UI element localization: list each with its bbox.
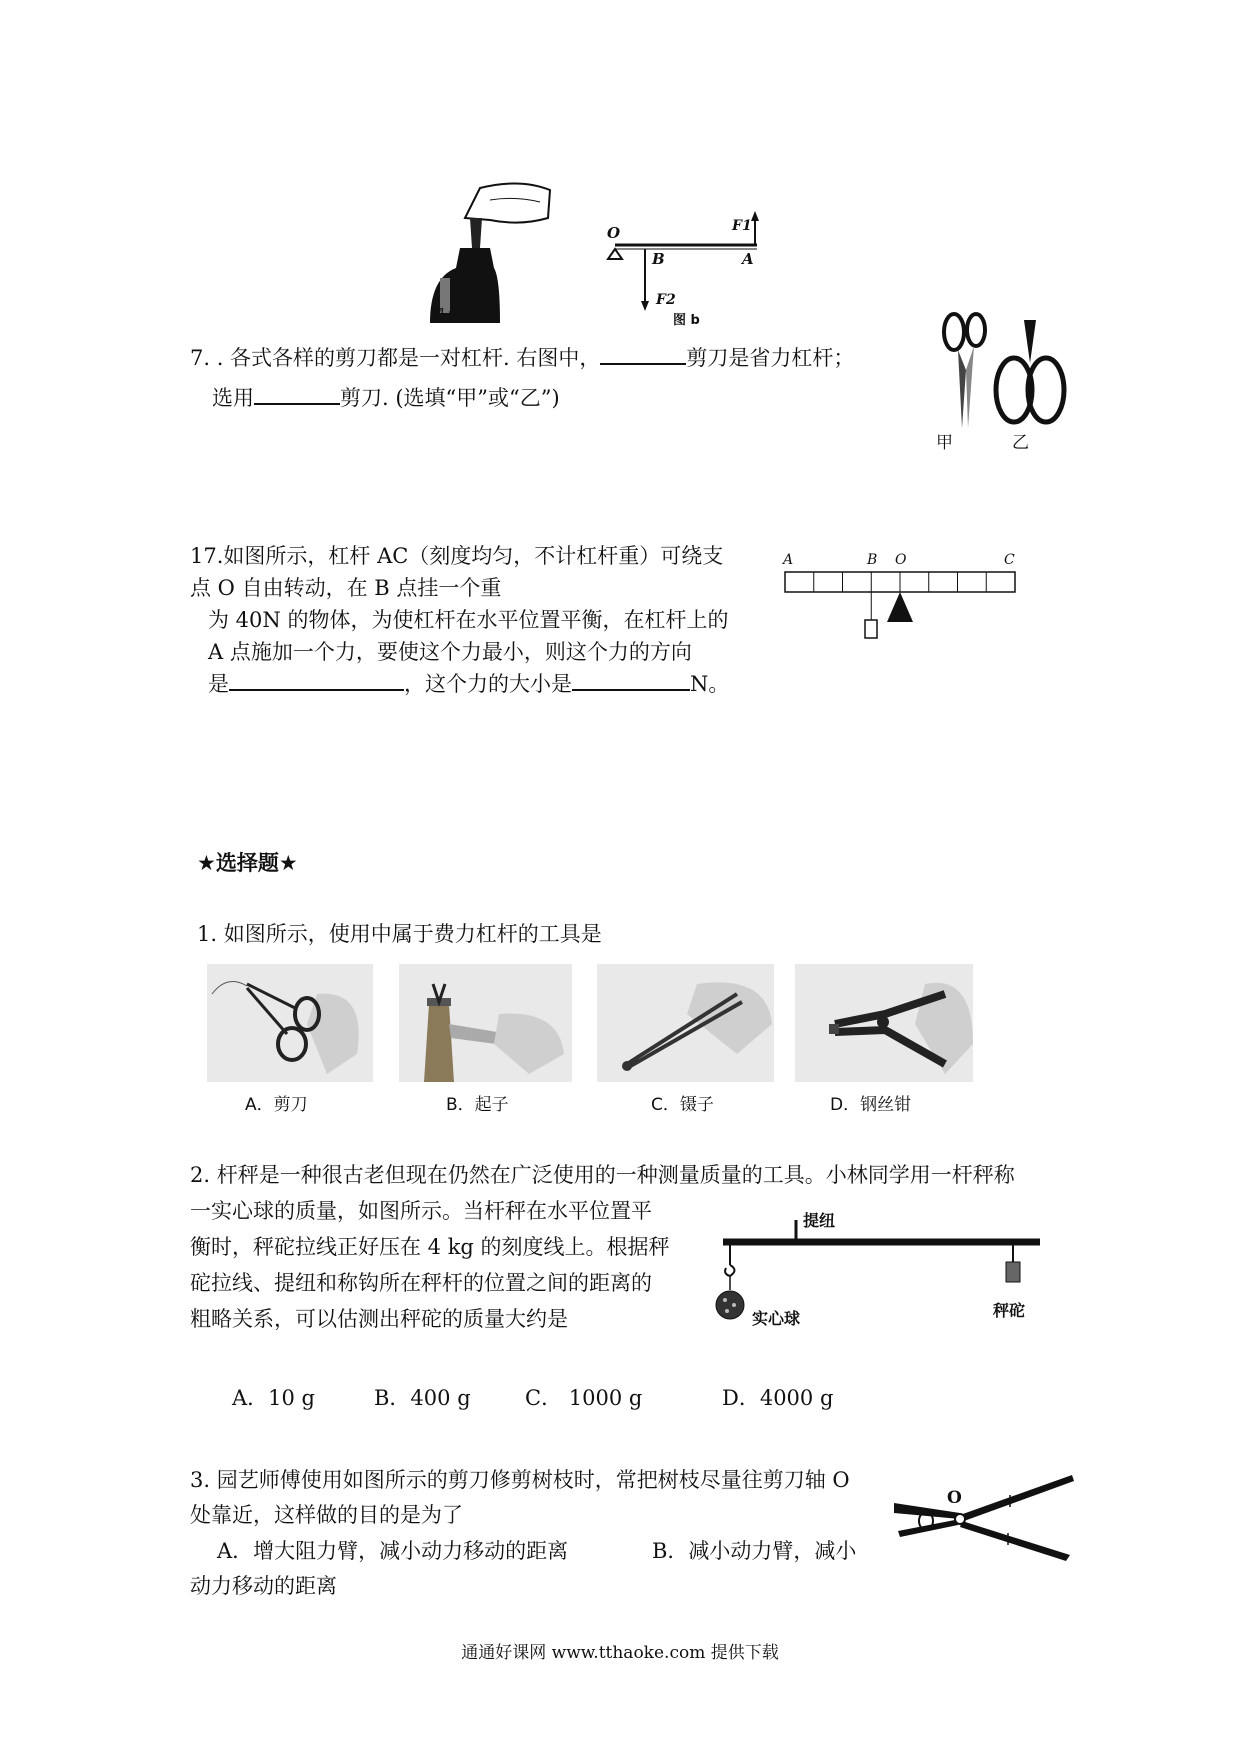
mc2-line2: 一实心球的质量，如图所示。当杆秤在水平位置平 [190, 1199, 652, 1223]
label-O: O [607, 224, 621, 242]
mc3-option-a[interactable]: A．增大阻力臂，减小动力移动的距离 [217, 1539, 569, 1563]
q17-line1: 17.如图所示，杠杆 AC（刻度均匀，不计杠杆重）可绕支 [190, 544, 724, 568]
mc2-line5: 粗略关系，可以估测出秤砣的质量大约是 [190, 1307, 568, 1331]
pruning-shears-figure [890, 1465, 1080, 1565]
q17-blank-direction[interactable] [229, 667, 404, 691]
label-A: A [742, 250, 754, 268]
scissors-yi-image [990, 318, 1070, 428]
q7-line1 [190, 340, 854, 376]
q17-text-b: ，这个力的大小是 [404, 672, 572, 696]
q17-label-B: B [867, 552, 878, 568]
mc2-option-d[interactable]: D．4000 g [722, 1386, 834, 1410]
q7-blank-1[interactable] [600, 341, 686, 365]
q17-lever-figure [780, 560, 1020, 660]
mc2-line3: 衡时，秤砣拉线正好压在 4 kg 的刻度线上。根据秤 [190, 1235, 670, 1259]
shears-label-o: O [947, 1488, 962, 1508]
q17-label-A: A [783, 552, 794, 568]
q17-label-C: C [1004, 552, 1015, 568]
q7-text-d: 剪刀. (选填“甲”或“乙”) [340, 386, 560, 410]
mc3-line1: 3. 园艺师傅使用如图所示的剪刀修剪树枝时，常把树枝尽量往剪刀轴 O [190, 1468, 850, 1492]
mc1-option-a[interactable]: A．剪刀 [245, 1095, 308, 1115]
q17-line3: 为 40N 的物体，为使杠杆在水平位置平衡，在杠杆上的 [208, 608, 729, 632]
mc3-line2: 处靠近，这样做的目的是为了 [190, 1503, 463, 1527]
figure-b-label: 图 b [673, 313, 700, 328]
q17-text-c: N。 [690, 672, 730, 696]
label-yi: 乙 [1012, 433, 1029, 453]
q17-text-a: 是 [208, 672, 229, 696]
mc3-line4: 动力移动的距离 [190, 1574, 337, 1598]
figure-a-label: 图 a [432, 307, 457, 321]
mc1-option-d[interactable]: D．钢丝钳 [830, 1095, 912, 1115]
scissors-jia-image [938, 310, 994, 430]
mc1-option-b[interactable]: B．起子 [446, 1095, 509, 1115]
steelyard-label-weight: 秤砣 [993, 1301, 1026, 1320]
mc3-line3-b [652, 1533, 856, 1569]
q17-line5 [208, 666, 729, 702]
q17-line4: A 点施加一个力，要使这个力最小，则这个力的方向 [208, 640, 692, 664]
q17-label-O: O [895, 552, 907, 568]
q7-text-c: 选用 [212, 386, 254, 410]
mc1-question: 1. 如图所示，使用中属于费力杠杆的工具是 [197, 922, 602, 946]
mc1-option-c[interactable]: C．镊子 [651, 1095, 714, 1115]
q17-blank-magnitude[interactable] [572, 667, 690, 691]
label-jia: 甲 [936, 433, 953, 453]
mc2-line1: 2. 杆秤是一种很古老但现在仍然在广泛使用的一种测量质量的工具。小林同学用一杆秤称 [190, 1163, 1015, 1187]
q7-text-b: 剪刀是省力杠杆； [686, 346, 855, 370]
mc3-option-b[interactable]: B．减小动力臂，减小 [652, 1539, 857, 1563]
q7-line2 [212, 380, 560, 416]
steelyard-label-tiniu: 提纽 [803, 1211, 836, 1230]
footer: 通通好课网 www.tthaoke.com 提供下载 [461, 1643, 779, 1663]
steelyard-label-ball: 实心球 [752, 1309, 801, 1328]
photo-tweezers [597, 964, 774, 1082]
photo-scissors [207, 964, 373, 1082]
mc2-line4: 砣拉线、提纽和称钩所在秤杆的位置之间的距离的 [190, 1271, 652, 1295]
mc2-option-c[interactable]: C． 1000 g [525, 1386, 643, 1410]
label-F1: F1 [732, 218, 752, 234]
photo-pliers [795, 964, 973, 1082]
mc2-option-a[interactable]: A．10 g [232, 1386, 316, 1410]
section-title: ★选择题★ [197, 851, 298, 875]
photo-bottle-opener [399, 964, 572, 1082]
q7-blank-2[interactable] [254, 381, 340, 405]
label-B: B [652, 250, 665, 268]
q17-line2: 点 O 自由转动，在 B 点挂一个重 [190, 576, 502, 600]
q7-text-a: 7. . 各式各样的剪刀都是一对杠杆. 右图中， [190, 346, 601, 370]
mc2-option-b[interactable]: B．400 g [374, 1386, 471, 1410]
mc3-line3 [217, 1533, 568, 1569]
label-F2: F2 [656, 292, 676, 308]
